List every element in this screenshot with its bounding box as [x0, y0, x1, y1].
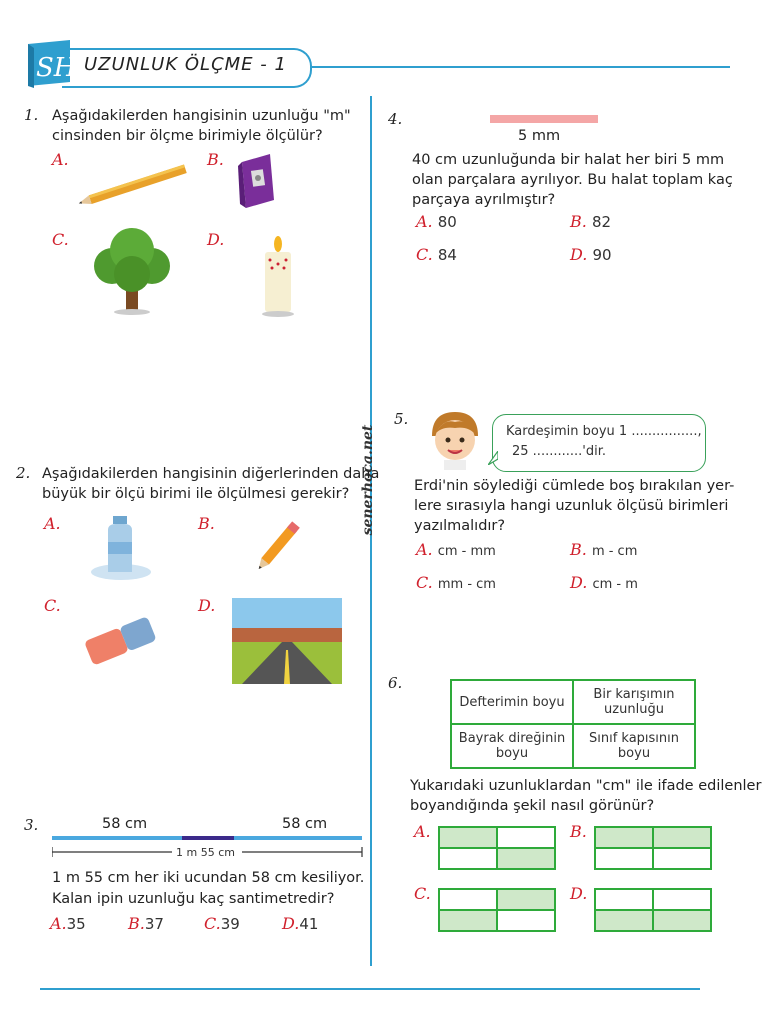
q5-text-line3: yazılmalıdır? — [414, 518, 506, 534]
logo-text: SH — [36, 53, 74, 83]
length-table — [450, 679, 696, 769]
q6-option-b[interactable]: B. — [570, 822, 587, 841]
option-value: 82 — [591, 213, 612, 231]
q3-number: 3. — [24, 816, 39, 834]
road-icon — [232, 598, 342, 688]
q6-text-line2: boyandığında şekil nasıl görünür? — [410, 798, 655, 814]
grid-cell — [653, 848, 711, 869]
q6-option-a[interactable]: A. — [414, 822, 431, 841]
grid-cell — [653, 889, 711, 910]
option-value: m - cm — [591, 544, 638, 559]
grid-cell — [439, 910, 497, 931]
q4-text-line2: olan parçalara ayrılıyor. Bu halat toplam kaç — [412, 172, 733, 188]
q6-option-c[interactable]: C. — [414, 884, 431, 903]
option-letter: B. — [570, 212, 587, 231]
pencil-icon — [74, 160, 200, 214]
q6-grid-a — [438, 826, 556, 870]
q3-option-d[interactable] — [282, 914, 318, 933]
q6-text-line1: Yukarıdaki uzunluklardan "cm" ile ifade edilenler — [410, 778, 762, 794]
q2-option-a[interactable]: A. — [44, 514, 61, 533]
header-rule — [300, 66, 730, 68]
q4-bar — [490, 115, 598, 123]
eraser-icon — [80, 608, 160, 676]
grid-cell — [595, 889, 653, 910]
option-letter: A. — [50, 914, 67, 933]
option-letter: B. — [128, 914, 145, 933]
option-letter: D. — [570, 573, 588, 592]
table-cell: Sınıf kapısının boyu — [573, 724, 695, 768]
q3-option-c[interactable] — [204, 914, 240, 933]
q4-number: 4. — [388, 110, 403, 128]
option-letter: C. — [204, 914, 221, 933]
water-bottle-icon — [86, 512, 156, 586]
option-letter: D. — [282, 914, 300, 933]
q4-option-c[interactable] — [416, 245, 457, 264]
q3-text-line1: 1 m 55 cm her iki ucundan 58 cm kesiliyor. — [52, 870, 365, 886]
option-value: cm - mm — [437, 544, 496, 559]
logo — [24, 38, 74, 88]
speech-line1: Kardeşimin boyu 1 ................, — [506, 424, 702, 439]
option-value: 90 — [592, 246, 612, 264]
option-value: cm - m — [592, 577, 638, 592]
q3-right-label: 58 cm — [282, 816, 328, 832]
grid-cell — [653, 910, 711, 931]
q3-option-a[interactable] — [50, 914, 86, 933]
option-value: 35 — [66, 915, 86, 933]
q5-option-b[interactable] — [570, 540, 637, 559]
pencil-icon — [248, 514, 308, 582]
q2-option-c[interactable]: C. — [44, 596, 61, 615]
q4-bar-label: 5 mm — [518, 128, 561, 144]
grid-cell — [497, 827, 555, 848]
option-letter: B. — [570, 540, 587, 559]
tree-icon — [90, 226, 176, 320]
q4-option-a[interactable] — [416, 212, 457, 231]
q3-option-b[interactable] — [128, 914, 164, 933]
q3-left-label: 58 cm — [102, 816, 148, 832]
option-value: mm - cm — [437, 577, 496, 592]
option-value: 80 — [437, 213, 457, 231]
option-value: 39 — [220, 915, 240, 933]
q1-option-d[interactable]: D. — [207, 230, 225, 249]
option-letter: D. — [570, 245, 588, 264]
grid-cell — [653, 827, 711, 848]
q1-option-c[interactable]: C. — [52, 230, 69, 249]
q3-text-line2: Kalan ipin uzunluğu kaç santimetredir? — [52, 891, 335, 907]
q4-text-line3: parçaya ayrılmıştır? — [412, 192, 556, 208]
grid-cell — [439, 827, 497, 848]
boy-avatar — [424, 410, 486, 474]
q6-grid-c — [438, 888, 556, 932]
q2-text-line2: büyük bir ölçü birimi ile ölçülmesi gerekir? — [42, 486, 350, 502]
grid-cell — [595, 827, 653, 848]
option-letter: C. — [416, 245, 433, 264]
option-letter: A. — [416, 212, 433, 231]
q1-text-line1: Aşağıdakilerden hangisinin uzunluğu "m" — [52, 108, 351, 124]
q6-number: 6. — [388, 674, 403, 692]
grid-cell — [595, 848, 653, 869]
speech-line2: 25 ............'dir. — [512, 444, 606, 459]
q4-text-line1: 40 cm uzunluğunda bir halat her biri 5 mm — [412, 152, 725, 168]
grid-cell — [439, 848, 497, 869]
q5-text-line1: Erdi'nin söylediği cümlede boş bırakılan yer- — [414, 478, 735, 494]
page-title: UZUNLUK ÖLÇME - 1 — [84, 54, 287, 75]
speech-bubble — [492, 414, 706, 472]
grid-cell — [595, 910, 653, 931]
option-value: 84 — [437, 246, 457, 264]
table-cell: Defterimin boyu — [451, 680, 573, 724]
q5-option-c[interactable] — [416, 573, 496, 592]
q2-text-line1: Aşağıdakilerden hangisinin diğerlerinden daha — [42, 466, 380, 482]
option-value: 41 — [299, 915, 319, 933]
q4-option-d[interactable] — [570, 245, 612, 264]
side-watermark: senerhoca.net — [360, 424, 376, 536]
q6-option-d[interactable]: D. — [570, 884, 588, 903]
q1-option-b[interactable]: B. — [207, 150, 224, 169]
option-letter: A. — [416, 540, 433, 559]
q2-option-d[interactable]: D. — [198, 596, 216, 615]
q3-total-label: 1 m 55 cm — [176, 846, 235, 859]
footer-rule — [40, 988, 700, 990]
grid-cell — [497, 848, 555, 869]
sharpener-icon — [236, 152, 276, 216]
q1-option-a[interactable]: A. — [52, 150, 69, 169]
q2-number: 2. — [16, 464, 31, 482]
q5-option-a[interactable] — [416, 540, 496, 559]
q5-number: 5. — [394, 410, 409, 428]
grid-cell — [497, 910, 555, 931]
q1-text-line2: cinsinden bir ölçme birimiyle ölçülür? — [52, 128, 323, 144]
grid-cell — [497, 889, 555, 910]
candle-icon — [258, 236, 298, 322]
grid-cell — [439, 889, 497, 910]
speech-tail — [488, 450, 498, 464]
q6-grid-b — [594, 826, 712, 870]
q5-option-d[interactable] — [570, 573, 638, 592]
q5-text-line2: lere sırasıyla hangi uzunluk ölçüsü birimleri — [414, 498, 729, 514]
option-value: 37 — [144, 915, 164, 933]
q1-number: 1. — [24, 106, 39, 124]
table-cell: Bir karışımın uzunluğu — [573, 680, 695, 724]
q2-option-b[interactable]: B. — [198, 514, 215, 533]
table-cell: Bayrak direğinin boyu — [451, 724, 573, 768]
q6-grid-d — [594, 888, 712, 932]
option-letter: C. — [416, 573, 433, 592]
q4-option-b[interactable] — [570, 212, 611, 231]
